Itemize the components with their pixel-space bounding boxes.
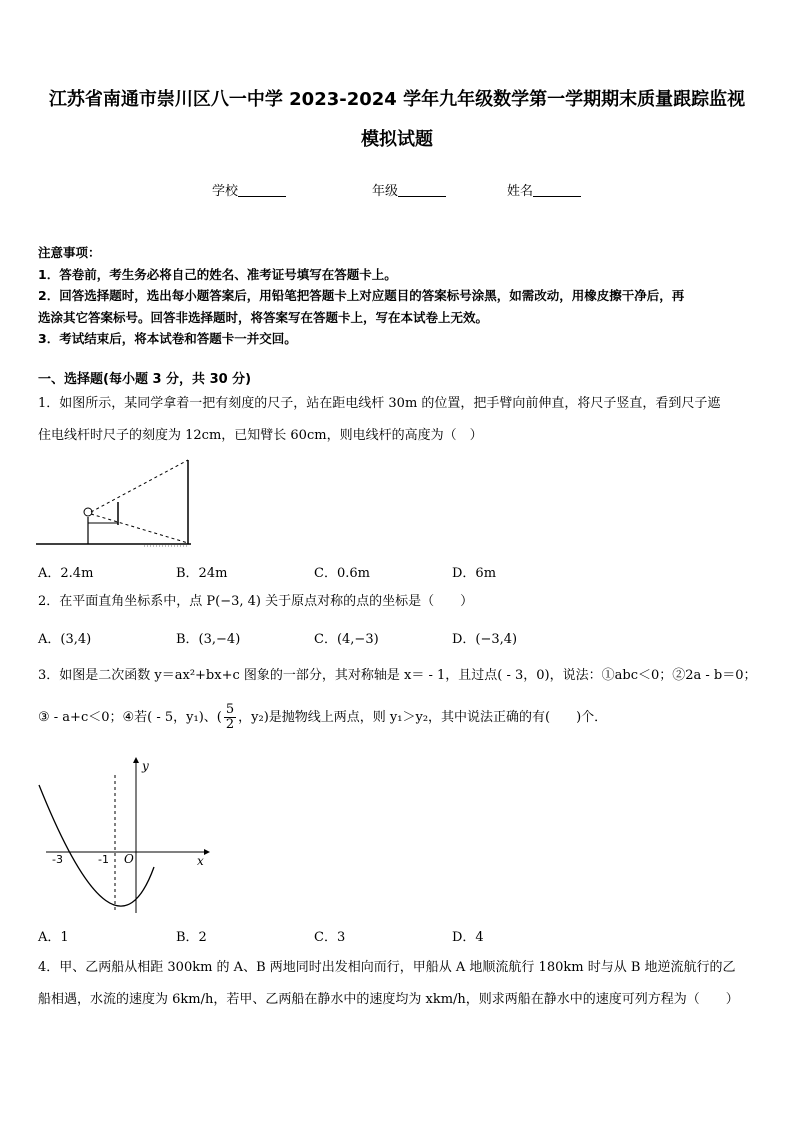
notes-block	[38, 242, 758, 350]
parabola-curve	[39, 785, 154, 906]
fraction-five-halves	[224, 703, 236, 732]
sight-line-bottom	[91, 514, 188, 543]
question-3	[38, 666, 758, 738]
grade-field[interactable]	[372, 180, 446, 199]
q2-option-a[interactable]: A．(3,4)	[38, 632, 92, 647]
name-field[interactable]	[507, 180, 581, 199]
question-1	[38, 394, 758, 446]
notes-heading: 注意事项：	[38, 245, 101, 260]
grade-blank[interactable]	[398, 184, 446, 197]
question-1-line2: 住电线杆时尺子的刻度为 12cm，已知臂长 60cm，则电线杆的高度为（ ）	[38, 428, 483, 443]
notes-item: 选涂其它答案标号。回答非选择题时，将答案写在答题卡上，写在本试卷上无效。	[38, 309, 489, 325]
q2-option-d[interactable]: D．(−3,4)	[452, 632, 518, 647]
question-2-text: 2．在平面直角坐标系中，点 P(−3, 4) 关于原点对称的点的坐标是（ ）	[38, 594, 474, 609]
question-2-options	[38, 628, 758, 648]
q3-option-a[interactable]: A．1	[38, 930, 69, 945]
x-axis-label: x	[197, 854, 204, 868]
q2-option-c[interactable]: C．(4,−3)	[314, 632, 379, 647]
exam-title-line1: 江苏省南通市崇川区八一中学 2023-2024 学年九年级数学第一学期期末质量跟踪监视	[48, 89, 746, 110]
q3-parabola-graph	[36, 755, 211, 915]
person-head	[84, 508, 92, 516]
notes-item: 3．考试结束后，将本试卷和答题卡一并交回。	[38, 331, 297, 346]
tick-label-neg3: -3	[52, 853, 63, 866]
question-4	[38, 958, 758, 1010]
fraction-numerator: 5	[225, 702, 235, 717]
q2-option-b[interactable]: B．(3,−4)	[176, 632, 241, 647]
q3-option-b[interactable]: B．2	[176, 930, 207, 945]
origin-label: O	[124, 852, 134, 866]
q3-option-d[interactable]: D．4	[452, 930, 484, 945]
y-axis-arrow	[133, 757, 139, 763]
fraction-denominator: 2	[225, 717, 235, 732]
section-heading: 一、选择题(每小题 3 分，共 30 分)	[38, 372, 252, 387]
name-blank[interactable]	[533, 184, 581, 197]
school-field[interactable]	[212, 180, 286, 199]
notes-item: 2．回答选择题时，选出每小题答案后，用铅笔把答题卡上对应题目的答案标号涂黑，如需改动，用橡皮擦干净后，再	[38, 288, 685, 303]
notes-item: 1．答卷前，考生务必将自己的姓名、准考证号填写在答题卡上。	[38, 266, 397, 282]
tick-label-neg1: -1	[98, 853, 109, 866]
school-blank[interactable]	[238, 184, 286, 197]
q3-option-c[interactable]: C．3	[314, 930, 346, 945]
exam-title-line2: 模拟试题	[361, 129, 433, 150]
name-label: 姓名	[507, 184, 534, 199]
q1-figure	[36, 455, 196, 550]
sight-line-top	[91, 460, 188, 512]
q1-option-c[interactable]: C．0.6m	[314, 566, 370, 581]
y-axis-label: y	[142, 759, 149, 773]
question-3-line1: 3．如图是二次函数 y＝ax²+bx+c 图象的一部分，其对称轴是 x＝ - 1，且过点( - 3，0)，说法：①abc＜0；②2a - b＝0；	[38, 668, 757, 683]
question-3-options	[38, 926, 758, 946]
question-1-options	[38, 562, 758, 582]
question-3-line2-a: ③ - a+c＜0；④若( - 5，y₁)、(	[38, 710, 222, 725]
question-3-line2-b: ，y₂)是抛物线上两点，则 y₁＞y₂，其中说法正确的有( )个．	[238, 710, 608, 725]
x-axis-arrow	[204, 849, 210, 855]
question-4-line2: 船相遇，水流的速度为 6km/h，若甲、乙两船在静水中的速度均为 xkm/h，则求两船在静水中的速度可列方程为（ ）	[38, 992, 739, 1007]
q1-option-b[interactable]: B．24m	[176, 566, 228, 581]
question-1-line1: 1．如图所示，某同学拿着一把有刻度的尺子，站在距电线杆 30m 的位置，把手臂向前伸直，将尺子竖直，看到尺子遮	[38, 396, 721, 411]
grade-label: 年级	[372, 184, 399, 199]
q1-option-d[interactable]: D．6m	[452, 566, 497, 581]
q1-option-a[interactable]: A．2.4m	[38, 566, 94, 581]
question-4-line1: 4．甲、乙两船从相距 300km 的 A、B 两地同时出发相向而行，甲船从 A 地顺流航行 180km 时与从 B 地逆流航行的乙	[38, 960, 736, 975]
question-2	[38, 592, 758, 612]
question-3-line2	[38, 698, 758, 738]
school-label: 学校	[212, 184, 239, 199]
